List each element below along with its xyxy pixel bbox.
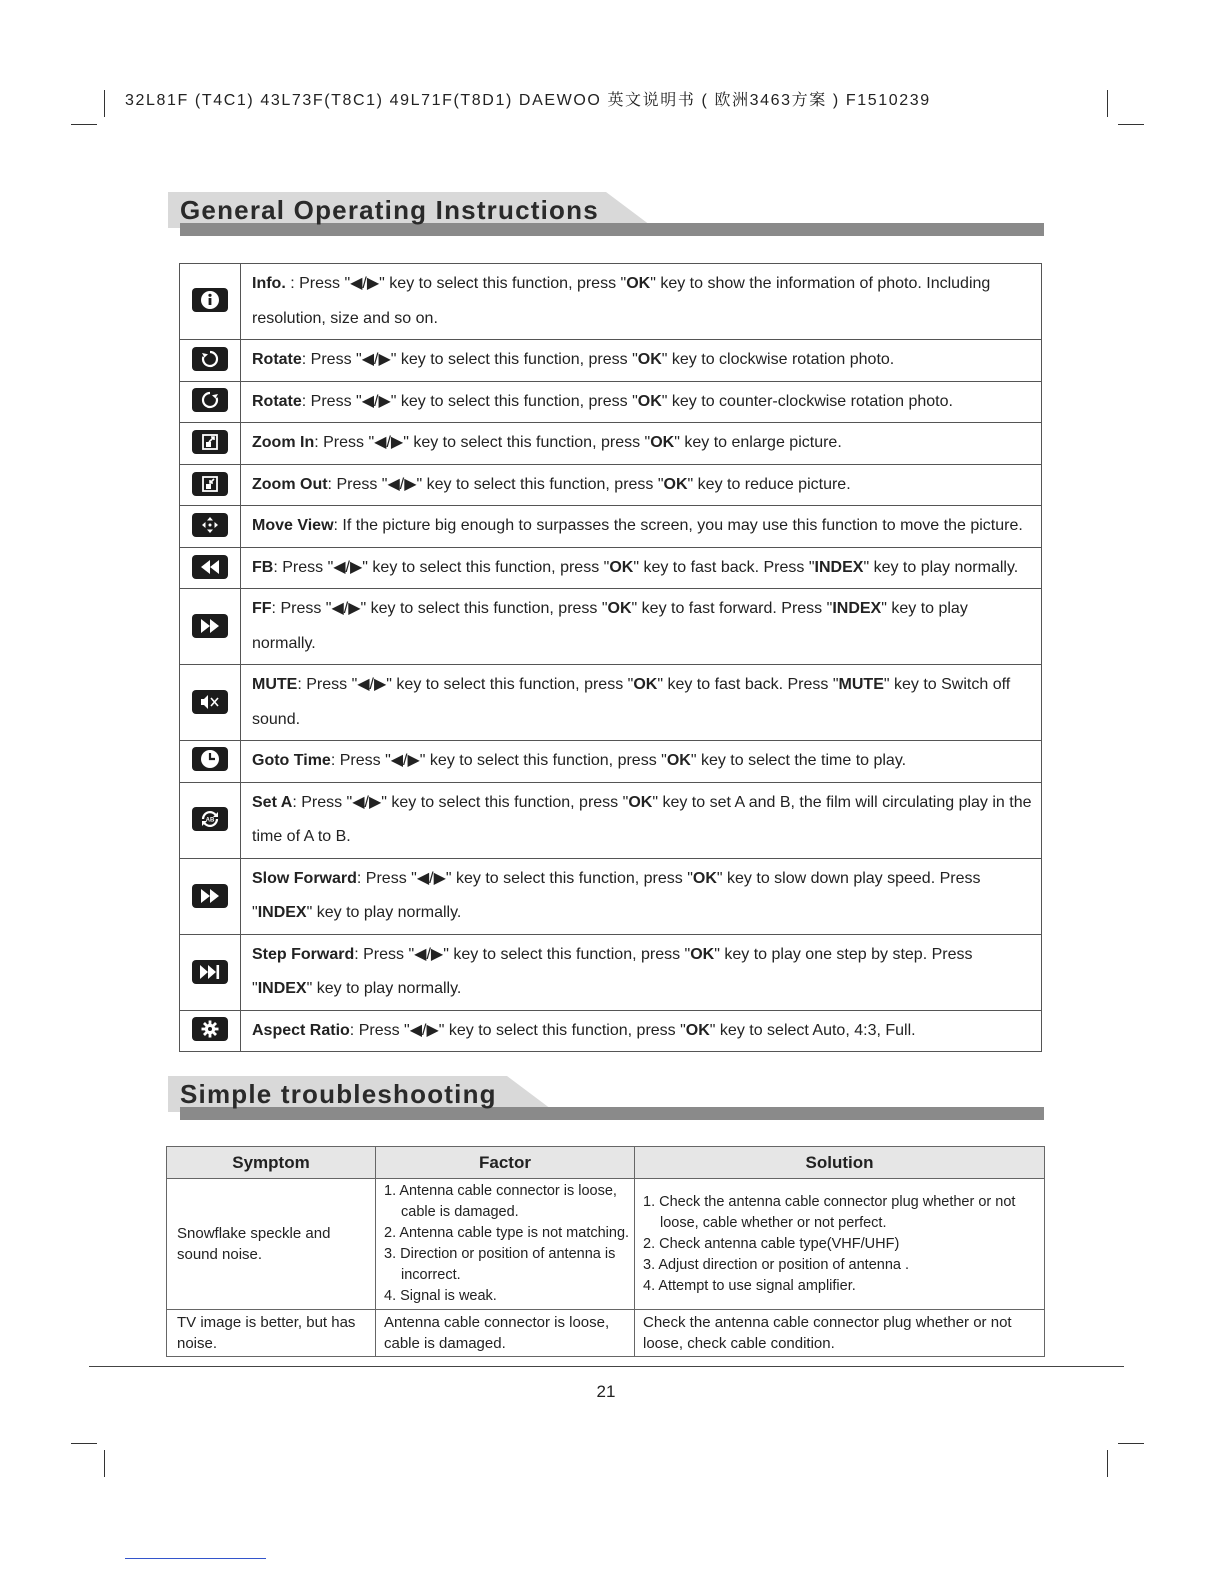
function-name: Goto Time xyxy=(252,752,331,769)
list-item: 2. Check antenna cable type(VHF/UHF) xyxy=(643,1235,900,1252)
factor-cell: Antenna cable connector is loose, cable is damaged. xyxy=(376,1310,635,1357)
solution-cell: Check the antenna cable connector plug whether or not loose, check cable condition. xyxy=(635,1310,1045,1357)
function-description: : Press "◀/▶" key to select this function, press "OK" key to select Auto, 4:3, Full. xyxy=(349,1021,916,1039)
instruction-text xyxy=(241,782,1042,858)
icon-cell xyxy=(180,858,241,934)
document-header: 32L81F (T4C1) 43L73F(T8C1) 49L71F(T8D1) DAEWOO 英文说明书 ( 欧洲3463方案 ) F1510239 xyxy=(125,92,931,109)
list-item: 2. Antenna cable type is not matching. xyxy=(384,1225,630,1241)
symptom-cell: Snowflake speckle and sound noise. xyxy=(167,1179,376,1310)
list-item: 4. Attempt to use signal amplifier. xyxy=(643,1277,856,1294)
troubleshooting-table xyxy=(166,1146,1045,1357)
icon-cell xyxy=(180,464,241,506)
table-row xyxy=(180,264,1042,340)
aspect-ratio-gear-icon xyxy=(192,1017,228,1041)
crop-mark xyxy=(104,1450,105,1477)
zoom-in-icon xyxy=(192,430,228,454)
icon-cell xyxy=(180,665,241,741)
function-description: : Press "◀/▶" key to select this function, press "OK" key to fast forward. Press "INDEX" key to play normally. xyxy=(252,600,968,652)
instruction-text xyxy=(241,665,1042,741)
function-name: Rotate xyxy=(252,392,302,410)
fast-back-icon xyxy=(192,555,228,579)
table-row xyxy=(167,1179,1045,1310)
goto-time-icon xyxy=(192,747,228,771)
instruction-text xyxy=(241,547,1042,589)
function-name: MUTE xyxy=(252,676,298,693)
instruction-text xyxy=(241,381,1042,423)
symptom-cell: TV image is better, but has noise. xyxy=(167,1310,376,1357)
table-row xyxy=(167,1310,1045,1357)
icon-cell xyxy=(180,782,241,858)
table-row xyxy=(180,782,1042,858)
function-description: : Press "◀/▶" key to select this function, press "OK" key to slow down play speed. Press "INDEX" key to play normally. xyxy=(252,869,981,921)
icon-cell xyxy=(180,1010,241,1052)
function-description: : Press "◀/▶" key to select this function, press "OK" key to select the time to play. xyxy=(330,752,907,769)
crop-mark xyxy=(104,90,105,117)
table-row xyxy=(180,506,1042,548)
function-name: Slow Forward xyxy=(252,869,357,887)
function-description: : Press "◀/▶" key to select this function, press "OK" key to play one step by step. Press "INDEX" key to play normally. xyxy=(252,945,973,997)
list-item: 3. Adjust direction or position of antenna . xyxy=(643,1256,910,1273)
icon-cell xyxy=(180,934,241,1010)
function-name: Rotate xyxy=(252,351,302,368)
instruction-text xyxy=(241,1010,1042,1052)
function-description: : Press "◀/▶" key to select this function, press "OK" key to show the information of photo. Including resolution, size and so on. xyxy=(252,275,991,327)
rotate-clockwise-icon xyxy=(192,347,228,371)
instruction-text xyxy=(241,264,1042,340)
list-item: 1. Antenna cable connector is loose, cable is damaged. xyxy=(384,1183,617,1220)
crop-mark xyxy=(71,124,97,125)
icon-cell xyxy=(180,264,241,340)
icon-cell xyxy=(180,381,241,423)
function-name: Info. xyxy=(252,275,286,292)
list-item: 1. Check the antenna cable connector plug whether or not loose, cable whether or not perfect. xyxy=(643,1193,1016,1231)
fast-forward-icon xyxy=(192,614,228,638)
link-underline xyxy=(125,1558,266,1559)
troubleshooting-title: Simple troubleshooting xyxy=(180,1079,497,1109)
table-row xyxy=(180,381,1042,423)
function-description: : Press "◀/▶" key to select this function, press "OK" key to enlarge picture. xyxy=(314,434,842,451)
list-item: 3. Direction or position of antenna is incorrect. xyxy=(384,1246,616,1283)
table-row xyxy=(180,423,1042,465)
icon-cell xyxy=(180,506,241,548)
function-name: Step Forward xyxy=(252,945,355,963)
function-description: : Press "◀/▶" key to select this function, press "OK" key to reduce picture. xyxy=(327,475,851,493)
crop-mark xyxy=(1118,124,1144,125)
column-header-symptom: Symptom xyxy=(167,1147,376,1179)
crop-mark xyxy=(1107,90,1108,117)
function-description: : Press "◀/▶" key to select this function, press "OK" key to fast back. Press "MUTE" key to Switch off sound. xyxy=(252,676,1011,728)
function-name: FB xyxy=(252,558,274,576)
crop-mark xyxy=(71,1443,97,1444)
footer-rule xyxy=(89,1366,1124,1367)
instruction-text xyxy=(241,741,1042,783)
table-row xyxy=(180,589,1042,665)
instruction-text xyxy=(241,934,1042,1010)
crop-mark xyxy=(1118,1443,1144,1444)
function-name: Move View xyxy=(252,517,334,534)
section-title-operating xyxy=(168,192,1044,236)
table-row xyxy=(180,547,1042,589)
function-name: Aspect Ratio xyxy=(252,1021,350,1039)
table-row xyxy=(180,1010,1042,1052)
function-description: : Press "◀/▶" key to select this function, press "OK" key to set A and B, the film will circulating play in the time of A to B. xyxy=(252,793,1032,845)
solution-list xyxy=(643,1192,1040,1297)
slow-forward-icon xyxy=(192,884,228,908)
icon-cell xyxy=(180,589,241,665)
table-row xyxy=(180,858,1042,934)
instruction-text xyxy=(241,464,1042,506)
solution-cell xyxy=(635,1179,1045,1310)
function-description: : Press "◀/▶" key to select this function, press "OK" key to fast back. Press "INDEX" key to play normally. xyxy=(273,558,1019,576)
instruction-text xyxy=(241,506,1042,548)
rotate-counterclockwise-icon xyxy=(192,388,228,412)
icon-cell xyxy=(180,741,241,783)
info-icon xyxy=(192,288,228,312)
function-description: : If the picture big enough to surpasses the screen, you may use this function to move the picture. xyxy=(333,517,1023,534)
factor-list xyxy=(384,1181,630,1307)
crop-mark xyxy=(1107,1450,1108,1477)
function-name: Zoom In xyxy=(252,434,315,451)
list-item: 4. Signal is weak. xyxy=(384,1288,497,1304)
column-header-factor: Factor xyxy=(376,1147,635,1179)
function-description: : Press "◀/▶" key to select this function, press "OK" key to clockwise rotation photo. xyxy=(301,351,895,368)
table-row xyxy=(180,464,1042,506)
svg-text:AB: AB xyxy=(205,817,215,823)
table-row xyxy=(180,665,1042,741)
page-number: 21 xyxy=(596,1382,616,1401)
factor-cell xyxy=(376,1179,635,1310)
icon-cell xyxy=(180,547,241,589)
function-name: Set A xyxy=(252,793,293,811)
column-header-solution: Solution xyxy=(635,1147,1045,1179)
instruction-text xyxy=(241,858,1042,934)
table-row xyxy=(180,741,1042,783)
function-description: : Press "◀/▶" key to select this function, press "OK" key to counter-clockwise rotation photo. xyxy=(301,392,953,410)
table-header-row xyxy=(167,1147,1045,1179)
zoom-out-icon xyxy=(192,472,228,496)
repeat-ab-icon xyxy=(192,807,228,831)
instruction-text xyxy=(241,589,1042,665)
mute-icon xyxy=(192,690,228,714)
operating-instructions-table xyxy=(179,263,1042,1052)
instruction-text xyxy=(241,340,1042,382)
operating-title: General Operating Instructions xyxy=(180,195,599,225)
move-view-icon xyxy=(192,513,228,537)
section-title-troubleshooting xyxy=(168,1076,1044,1120)
function-name: FF xyxy=(252,600,272,617)
table-row xyxy=(180,340,1042,382)
icon-cell xyxy=(180,423,241,465)
table-row xyxy=(180,934,1042,1010)
step-forward-icon xyxy=(192,960,228,984)
icon-cell xyxy=(180,340,241,382)
instruction-text xyxy=(241,423,1042,465)
function-name: Zoom Out xyxy=(252,475,328,493)
